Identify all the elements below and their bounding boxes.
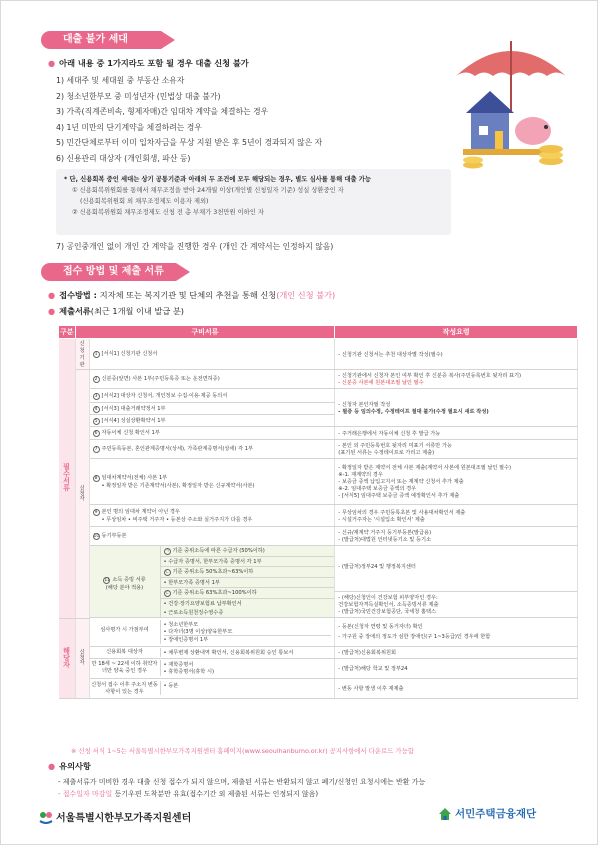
- list-item: 4) 1년 미만의 단기계약을 체결하려는 경우: [56, 122, 202, 132]
- list-item: 5) 민간단체로부터 이미 입차자금을 무상 지원 받은 후 5년이 경과되지 않은 자: [56, 138, 323, 147]
- section-header-application: [41, 263, 176, 281]
- foundation-logo: 서민주택금융재단: [438, 806, 536, 821]
- table-row: 신청서 접수 이후 주소지 변동 사항이 있는 경우 • 등본 - 변동 사항 발생 이후 재제출: [59, 678, 578, 698]
- table-row: 9 본인 명의 임대차 계약이 아닌 경우 • 무상임차 • 비주택 거주자 • 등본상 주소와 실거주지가 다를 경우 - 무상임차의 경우 주민등록초본 및 사용대차확인서 제출 - 시설거주자는 '시설입소 확인서' 제출: [59, 505, 578, 527]
- section-title: 접수 방법 및 제출 서류: [63, 266, 164, 277]
- umbrella-house-illustration: [451, 31, 571, 181]
- list-item: 7) 공인중개인 없이 개인 간 계약을 진행한 경우 (개인 간 계약서는 인정하지 않음): [56, 242, 334, 251]
- ineligible-list: [56, 73, 322, 166]
- application-method: ● 접수방법 : 지자체 또는 복지기관 및 단체의 추천을 통해 신청(개인 신청 불가): [48, 290, 336, 300]
- section-title: 대출 불가 세대: [63, 34, 128, 45]
- credit-recovery-notice: * 단, 신용회복 중인 세대는 상기 공통기준과 아래의 두 조건에 모두 해당되는 경우, 별도 심사를 통해 대출 가능 ① 신용회복위원회를 통해서 채무조정을 받아 24개월 이상(개인별 신청일자 기준) 성실 상환중인 자 (신용회복위원회 외 채무조정제도 이용자 제외) ② 신용회복위원회 채무조정제도 신청 전 총 부채가 3천만원 이하인 자: [56, 169, 451, 235]
- list-item: 1) 세대주 및 세대원 중 부동산 소유자: [56, 76, 185, 85]
- table-row: 필수서류 신청기관 1 [서식1] 신청기관 신청서 - 신청기관 신청서는 추천 대상자별 작성(필수): [59, 339, 578, 370]
- table-row: 만 18세 ~ 22세 이하 취약자녀만 양육 중인 경우 • 재학증명서 • 휴학증명서(휴학 시) - (발급처)해당 학교 및 정부24: [59, 658, 578, 678]
- caution-list: [58, 776, 425, 800]
- table-header-row: [59, 326, 578, 339]
- table-row: 신용회복 대상자 • 채무변제 상환내역 확인서, 신용회복위원회 승인 통보서 - (발급처)신용회복위원회: [59, 646, 578, 658]
- list-item: 6) 신용관리 대상자 (개인회생, 파산 등): [56, 153, 191, 163]
- table-row: 5 [서식4] 성실상환확약서 1부: [59, 415, 578, 427]
- table-row: 해당자 신청자 심사평가 시 가점부여 • 청소년한부모 • 다자녀(3명 이상)양육한부모 • 장애인증명서 1부 - 등본(신청자 연령 및 동거자녀) 확인 - 가구원 중 장애의 정도가 심한 장애인(구 1~3등급)인 경우에 한함: [59, 618, 578, 646]
- table-row: 8 임대차계약서(전체) 사본 1부 • 확정일자 받은 기존계약서(사본), 확정일자 받은 신규계약서(사본) - 확정일자 받은 계약서 전체 사본 제출(계약서 사본에 원본대조필 날인 필수) ※-1. 재계약의 경우 - 보증금 증액 납입고지서 또는 재계약 신청서 추가 제출 ※-2. 임대주택 보증금 증액의 경우 - [서식5] 임대주택 보증금 증액 예정확인서 추가 제출: [59, 459, 578, 505]
- seoul-logo-icon: [39, 811, 53, 825]
- list-item: 2) 청소년한부모 중 미성년자 (민법상 대출 불가): [56, 91, 221, 101]
- group-label-required: 필수서류: [59, 339, 76, 619]
- list-item: 3) 가족(직계존비속, 형제자매)간 임대차 계약을 체결하는 경우: [56, 107, 269, 116]
- table-row: 신청자 2 신분증(앞면) 사본 1부(주민등록증 또는 운전면허증) - 신청기관에서 신청자 본인 여부 확인 후 신분증 복사(주민등록번호 뒷자리 표기) - 신분증 사본에 원본대조필 날인 필수: [59, 370, 578, 389]
- column-header: 구비서류: [75, 326, 335, 339]
- table-row: 4 [서식3] 대출거래약정서 1부: [59, 403, 578, 415]
- list-item: - 접수일자 마감일 등기우편 도착분만 유효(접수기간 외 제출된 서류는 인정되지 않음): [58, 790, 319, 798]
- table-row: 3 [서식2] 대상자 신청서, 개인정보 수집·이용·제공 동의서 - 신청자 본인자필 작성 - 필증 등 임의수정, 수정테이프 절대 불가(수정 필요시 새로 작성): [59, 389, 578, 403]
- seoul-center-logo: 서울특별시한부모가족지원센터: [39, 809, 191, 825]
- list-item: - 제출서류가 미비한 경우 대출 신청 접수가 되지 않으며, 제출된 서류는 반환되지 않고 폐기/신청인 요청시에는 반환 가능: [58, 778, 426, 786]
- circle-bullet-icon: ●: [48, 290, 56, 300]
- required-documents-table: [58, 325, 578, 699]
- ineligible-subtitle: ● 아래 내용 중 1가지라도 포함 될 경우 대출 신청 불가: [48, 58, 249, 68]
- circle-bullet-icon: ●: [48, 761, 56, 771]
- template-download-note: ※ 신청 서식 1~5는 서울특별시한부모가족지원센터 홈페이지(www.seoulhanbumo.or.kr) 공지사항에서 다운로드 가능함: [71, 747, 414, 755]
- column-header: 구분: [59, 326, 76, 339]
- table-row: 10 등기부등본 - 신규/재계약 거주지 등기부등본(발급용) - (발급처)대법원 인터넷등기소 및 등기소: [59, 527, 578, 546]
- house-logo-icon: [438, 807, 452, 821]
- column-header: 작성요령: [335, 326, 578, 339]
- group-label-applicable: 해당자: [59, 618, 76, 698]
- table-row: 11 소득 증빙 서류 (해당 분야 적용) ㄱ 기준 중위소득에 따른 수급자 (50%이하) • 수급자 증명서, 한부모가족 증명서 각 1부 ㄴ 기준 중위소득 50%초과~63%이하 • 한부모가족 증명서 1부 ㄷ 기준 중위소득 63%초과~100%이하 • 건강·장기요양보험료 납부확인서 • 근로소득원천징수영수증 - (발급처)정부24 및 행정복지센터 - (해당)신청인이 건강보험 피부양자인 경우: 건강보험자격득실확인서, 소득증빙서류 제출 - (발급처)국민건강보험공단, 국세청 홈택스: [59, 546, 578, 618]
- table-row: 7 주민등록등본, 혼인관계증명서(상세), 가족관계증명서(상세) 각 1부 - 본인 외 주민등록번호 뒷자리 미표기 서류만 가능 (표기된 서류는 수정테이프로 가리고 제출): [59, 440, 578, 459]
- section-header-loan-ineligible: [41, 31, 161, 49]
- income-proof-label: 11 소득 증빙 서류 (해당 분야 적용): [104, 577, 146, 591]
- caution-title: ● 유의사항: [48, 761, 91, 771]
- circle-bullet-icon: ●: [48, 306, 56, 316]
- circle-bullet-icon: ●: [48, 58, 56, 68]
- submission-docs-label: ● 제출서류(최근 1개월 이내 발급 분): [48, 306, 184, 316]
- subgroup-applicant: 신청자: [75, 370, 89, 619]
- table-row: 6 자동이체 신청 확인서 1부 - 주거래은행에서 자동이체 신청 후 발급 가능: [59, 427, 578, 440]
